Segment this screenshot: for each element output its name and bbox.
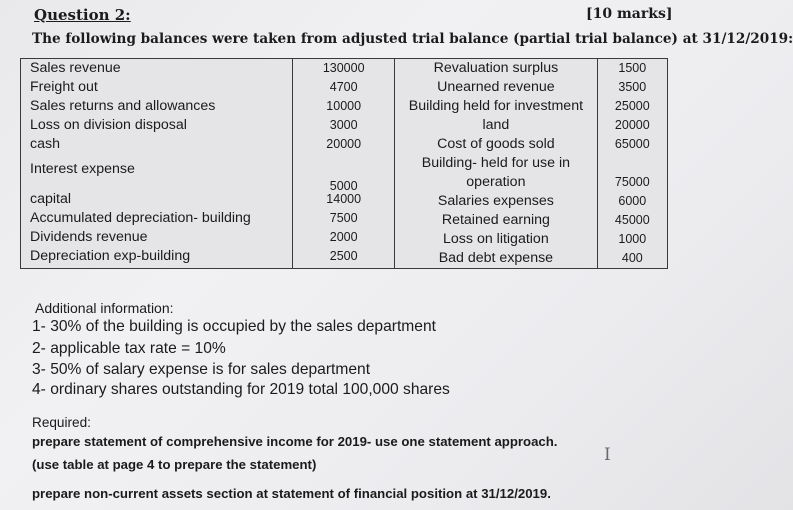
right-value: 75000 <box>614 175 650 189</box>
left-label: Sales returns and allowances <box>30 98 216 114</box>
required-line: (use table at page 4 to prepare the statement) <box>32 457 317 472</box>
left-value: 7500 <box>329 211 358 225</box>
required-line: prepare statement of comprehensive income for 2019- use one statement approach. <box>32 434 558 449</box>
left-label: cash <box>30 136 60 152</box>
text-cursor-icon: I <box>604 445 611 465</box>
left-values-cell <box>293 59 395 269</box>
right-label: Cost of goods sold <box>437 136 555 152</box>
right-value: 400 <box>621 251 643 265</box>
right-value <box>598 154 667 173</box>
intro-text: The following balances were taken from adjusted trial balance (partial trial balance) at 31/12/2019: <box>32 31 793 47</box>
right-labels-cell <box>395 59 597 269</box>
right-label: Revaluation surplus <box>433 60 559 76</box>
left-value: 20000 <box>326 137 362 151</box>
right-label: Retained earning <box>441 212 550 228</box>
left-label: Dividends revenue <box>30 229 148 245</box>
left-value: 3000 <box>329 118 358 132</box>
left-label: Loss on division disposal <box>30 117 187 133</box>
question-title: Question 2: <box>34 6 131 24</box>
left-value <box>293 154 394 173</box>
additional-item: 1- 30% of the building is occupied by the sales department <box>32 318 436 335</box>
left-value: 14000 <box>326 192 362 206</box>
trial-balance-table <box>20 58 668 269</box>
additional-item: 2- applicable tax rate = 10% <box>32 340 226 357</box>
right-value: 6000 <box>618 194 647 208</box>
left-label: capital <box>30 191 72 207</box>
right-value: 25000 <box>614 99 650 113</box>
right-label: operation <box>466 174 526 190</box>
left-label: Freight out <box>30 79 98 95</box>
additional-item: 4- ordinary shares outstanding for 2019 total 100,000 shares <box>32 381 450 398</box>
right-label: Unearned revenue <box>437 79 555 95</box>
right-label: Bad debt expense <box>438 250 554 266</box>
right-values-cell <box>597 59 667 269</box>
right-value: 65000 <box>614 137 650 151</box>
left-value: 5000 <box>329 179 358 193</box>
additional-item: 3- 50% of salary expense is for sales department <box>32 361 371 378</box>
right-value: 3500 <box>618 80 647 94</box>
left-label: Sales revenue <box>30 60 121 76</box>
left-label: Depreciation exp-building <box>30 248 191 264</box>
right-value: 1000 <box>618 232 647 246</box>
required-title: Required: <box>32 415 91 430</box>
left-labels-cell <box>21 59 293 269</box>
right-label: Building held for investment <box>408 98 584 114</box>
left-value: 130000 <box>322 61 365 75</box>
right-label: Salaries expenses <box>437 193 554 209</box>
required-line: prepare non-current assets section at statement of financial position at 31/12/2019. <box>32 486 551 501</box>
left-label: Accumulated depreciation- building <box>30 210 251 226</box>
left-value: 2000 <box>329 230 358 244</box>
left-label: Interest expense <box>30 161 135 177</box>
marks-label: [10 marks] <box>586 6 673 22</box>
left-value: 10000 <box>326 99 362 113</box>
left-value: 2500 <box>329 249 358 263</box>
left-value: 4700 <box>329 80 358 94</box>
right-value: 20000 <box>614 118 650 132</box>
additional-info-title: Additional information: <box>35 300 174 316</box>
right-label: land <box>482 117 510 133</box>
right-value: 45000 <box>614 213 650 227</box>
right-value: 1500 <box>618 61 647 75</box>
right-label: Building- held for use in <box>421 155 571 171</box>
right-label: Loss on litigation <box>443 231 549 247</box>
